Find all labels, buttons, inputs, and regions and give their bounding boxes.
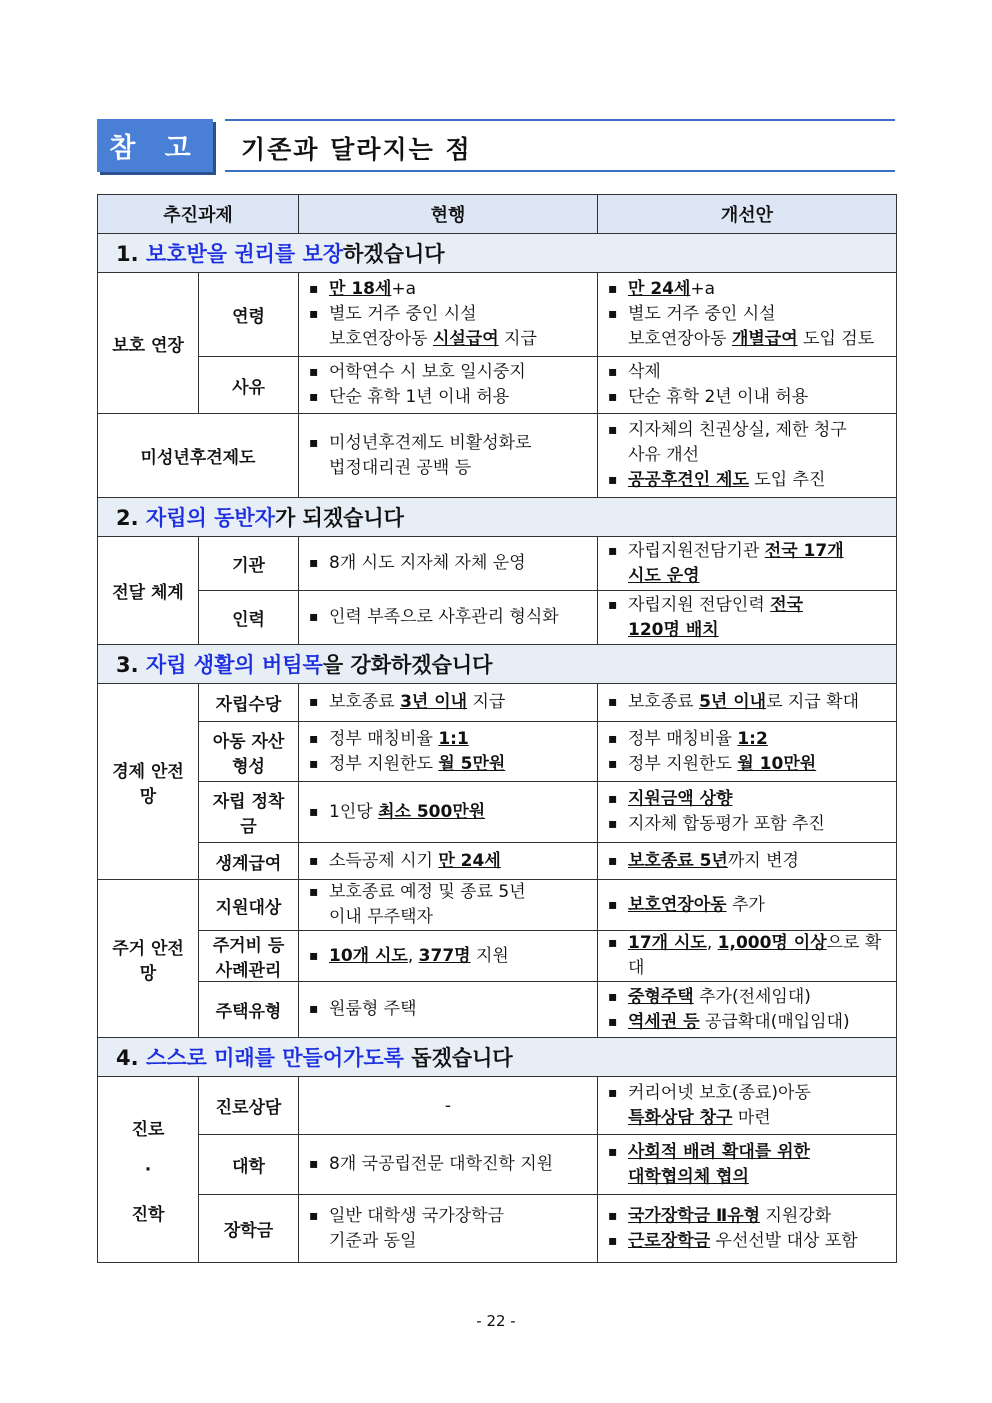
text: 이내 무주택자 xyxy=(329,907,433,927)
table-row xyxy=(98,880,897,931)
current-cell xyxy=(299,684,598,722)
emphasis: 근로장학금 xyxy=(628,1230,711,1251)
text: 마련 xyxy=(732,1107,771,1128)
text: 보호종료 예정 및 종료 5년 xyxy=(329,882,526,902)
current-cell xyxy=(299,273,598,357)
text: 별도 거주 중인 시설 xyxy=(628,304,776,324)
page-title: 기존과 달라지는 점 xyxy=(241,135,472,164)
text: +a xyxy=(690,279,716,299)
improved-cell xyxy=(598,591,897,645)
emphasis: 1:1 xyxy=(438,728,469,749)
text: 커리어넷 보호(종료)아동 xyxy=(628,1082,811,1103)
improved-cell xyxy=(598,1077,897,1135)
section-highlight: 보호받을 권리를 보장 xyxy=(145,242,344,266)
current-cell xyxy=(299,591,598,645)
table-row xyxy=(98,591,897,645)
emphasis: 시도 운영 xyxy=(628,565,700,586)
section-rest: 하겠습니다 xyxy=(343,242,445,266)
text: 일반 대학생 국가장학금 xyxy=(329,1205,505,1226)
emphasis: 377명 xyxy=(418,945,471,966)
emphasis: 1:2 xyxy=(737,728,768,749)
title-frame xyxy=(225,119,895,172)
group-text: 보호 연장 xyxy=(112,335,184,356)
improved-cell xyxy=(598,843,897,880)
header-current: 현행 xyxy=(299,195,598,234)
text: 공급확대(매입임대) xyxy=(699,1011,850,1032)
text: 으로 확대 xyxy=(628,933,882,978)
text: 추가(전세임대) xyxy=(693,986,811,1007)
current-cell xyxy=(299,414,598,498)
section-1-row xyxy=(98,234,897,273)
emphasis: 국가장학금 Ⅱ유형 xyxy=(628,1205,761,1226)
list-item xyxy=(305,752,591,777)
group-label xyxy=(98,273,199,414)
emphasis: 시설급여 xyxy=(432,329,499,349)
table-row xyxy=(98,1077,897,1135)
improved-cell xyxy=(598,1135,897,1195)
list-item xyxy=(604,302,890,352)
current-cell xyxy=(299,782,598,843)
text: 진로 xyxy=(131,1119,165,1140)
text: 자립지원전담기관 xyxy=(628,540,765,561)
section-4-row xyxy=(98,1038,897,1077)
item-label: 진로상담 xyxy=(199,1077,299,1135)
section-1-title xyxy=(98,234,897,273)
text: 1인당 xyxy=(329,801,379,822)
list-item xyxy=(305,690,591,715)
list-item xyxy=(305,431,591,481)
text: 미성년후견제도 비활성화로 xyxy=(329,432,532,453)
item-label: 아동 자산형성 xyxy=(199,722,299,782)
item-label: 연령 xyxy=(199,273,299,357)
list-item xyxy=(604,593,890,643)
section-number: 3. xyxy=(116,653,139,677)
text: 별도 거주 중인 시설 xyxy=(329,304,477,324)
list-item xyxy=(604,931,890,981)
current-cell xyxy=(299,982,598,1038)
table-row xyxy=(98,982,897,1038)
table-header-row xyxy=(98,195,897,234)
text: 사유 개선 xyxy=(628,445,700,465)
text: 지원 xyxy=(470,945,509,966)
table-row xyxy=(98,1135,897,1195)
current-cell xyxy=(299,843,598,880)
table-row xyxy=(98,537,897,591)
item-label: 인력 xyxy=(199,591,299,645)
emphasis: 120명 배치 xyxy=(628,619,719,640)
list-item: ▪ 8개 국공립전문 대학진학 지원 xyxy=(305,1152,591,1177)
text: 지급 xyxy=(498,329,537,349)
item-label: 기관 xyxy=(199,537,299,591)
list-item xyxy=(604,1140,890,1190)
header-improved: 개선안 xyxy=(598,195,897,234)
page-number: - 22 - xyxy=(476,1312,516,1330)
improved-cell xyxy=(598,1195,897,1263)
section-rest: 을 강화하겠습니다 xyxy=(322,653,493,677)
emphasis: 전국 xyxy=(770,594,804,615)
current-cell xyxy=(299,1135,598,1195)
text: 까지 변경 xyxy=(727,850,799,871)
text: 정부 매칭비율 xyxy=(329,728,439,749)
list-item: ▪ 8개 시도 지자체 자체 운영 xyxy=(305,551,591,576)
item-label: 자립 정착금 xyxy=(199,782,299,843)
section-2-title xyxy=(98,498,897,537)
table-row xyxy=(98,414,897,498)
emphasis: 지원금액 상향 xyxy=(628,789,733,809)
improved-cell xyxy=(598,537,897,591)
list-item xyxy=(604,690,890,715)
emphasis: 공공후견인 제도 xyxy=(628,470,749,490)
list-item xyxy=(305,1204,591,1254)
improved-cell xyxy=(598,931,897,982)
item-label: 지원대상 xyxy=(199,880,299,931)
item-label: 대학 xyxy=(199,1135,299,1195)
text: 보호연장아동 xyxy=(628,329,732,349)
text: 지자체의 친권상실, 제한 청구 xyxy=(628,420,847,440)
item-label: 생계급여 xyxy=(199,843,299,880)
text: 우선선발 대상 포함 xyxy=(710,1230,858,1251)
current-cell xyxy=(299,537,598,591)
item-label: 주택유형 xyxy=(199,982,299,1038)
list-item xyxy=(305,800,591,825)
text: , xyxy=(706,933,718,953)
table-row xyxy=(98,722,897,782)
group-label: 경제 안전망 xyxy=(98,684,199,880)
title-badge: 참 고 xyxy=(97,119,213,172)
improved-cell xyxy=(598,722,897,782)
section-number: 1. xyxy=(116,242,139,266)
text: 보호종료 xyxy=(628,692,700,712)
table-row xyxy=(98,782,897,843)
current-cell xyxy=(299,357,598,414)
text: 보호연장아동 xyxy=(329,329,433,349)
text: +a xyxy=(391,279,417,299)
text: 로 지급 확대 xyxy=(766,692,860,712)
emphasis: 대학협의체 협의 xyxy=(628,1166,749,1187)
emphasis: 17개 시도 xyxy=(628,933,707,953)
text: 정부 매칭비율 xyxy=(628,728,738,749)
table-row xyxy=(98,273,897,357)
list-item xyxy=(604,1204,890,1229)
text: 보호종료 xyxy=(329,692,401,712)
text: 정부 지원한도 xyxy=(628,753,738,774)
section-highlight: 자립의 동반자 xyxy=(145,506,275,530)
item-label: 사유 xyxy=(199,357,299,414)
emphasis: 사회적 배려 확대를 위한 xyxy=(628,1141,810,1162)
emphasis: 최소 500만원 xyxy=(378,801,486,822)
text: 법정대리권 공백 등 xyxy=(329,457,472,478)
list-item xyxy=(604,418,890,468)
text: 도입 검토 xyxy=(797,329,875,349)
list-item xyxy=(604,539,890,589)
table-row xyxy=(98,843,897,880)
emphasis: 보호종료 5년 xyxy=(628,850,728,871)
list-item xyxy=(305,277,591,302)
list-item: ▪ 단순 휴학 1년 이내 허용 xyxy=(305,385,591,410)
group-label xyxy=(98,1077,199,1263)
current-cell xyxy=(299,931,598,982)
section-number: 4. xyxy=(116,1046,139,1070)
list-item xyxy=(604,727,890,752)
emphasis: 월 5만원 xyxy=(438,753,506,774)
improved-cell xyxy=(598,782,897,843)
improved-cell xyxy=(598,982,897,1038)
section-2-row xyxy=(98,498,897,537)
current-cell xyxy=(299,1195,598,1263)
emphasis: 만 24세 xyxy=(438,850,501,871)
title-bar xyxy=(97,119,895,172)
emphasis: 1,000명 이상 xyxy=(717,933,827,953)
text: 도입 추진 xyxy=(748,470,826,490)
list-item xyxy=(604,277,890,302)
improved-cell xyxy=(598,357,897,414)
emphasis: 개별급여 xyxy=(731,329,798,349)
list-item xyxy=(305,880,591,930)
list-item xyxy=(604,468,890,493)
emphasis: 월 10만원 xyxy=(737,753,817,774)
list-item xyxy=(604,893,890,918)
section-3-row xyxy=(98,645,897,684)
item-label: 주거비 등 사례관리 xyxy=(199,931,299,982)
table-row xyxy=(98,357,897,414)
list-item: ▪ 단순 휴학 2년 이내 허용 xyxy=(604,385,890,410)
group-label: 주거 안전망 xyxy=(98,880,199,1038)
improved-cell xyxy=(598,414,897,498)
emphasis: 10개 시도 xyxy=(329,945,408,966)
comparison-table xyxy=(97,194,897,1263)
table-row xyxy=(98,684,897,722)
section-highlight: 자립 생활의 버팀목 xyxy=(145,653,323,677)
item-label: 자립수당 xyxy=(199,684,299,722)
list-item xyxy=(604,1010,890,1035)
emphasis: 보호연장아동 xyxy=(628,894,727,915)
current-cell xyxy=(299,880,598,931)
list-item xyxy=(305,302,591,352)
improved-cell xyxy=(598,880,897,931)
emphasis: 중형주택 xyxy=(628,986,694,1007)
list-item: ▪ 인력 부족으로 사후관리 형식화 xyxy=(305,605,591,630)
improved-cell xyxy=(598,273,897,357)
current-cell: - xyxy=(299,1077,598,1135)
section-3-title xyxy=(98,645,897,684)
list-item: ▪ 삭제 xyxy=(604,360,890,385)
text: 정부 지원한도 xyxy=(329,753,439,774)
list-item xyxy=(604,1081,890,1131)
current-cell xyxy=(299,722,598,782)
list-item xyxy=(604,985,890,1010)
emphasis: 역세권 등 xyxy=(628,1011,700,1032)
text: 추가 xyxy=(726,894,765,915)
table-row xyxy=(98,1195,897,1263)
emphasis: 5년 이내 xyxy=(699,692,767,712)
group-label: 전달 체계 xyxy=(98,537,199,645)
section-number: 2. xyxy=(116,506,139,530)
list-item xyxy=(305,849,591,874)
list-item xyxy=(604,787,890,812)
text: 지원강화 xyxy=(760,1205,832,1226)
list-item xyxy=(305,727,591,752)
emphasis: 만 24세 xyxy=(628,279,691,299)
list-item: ▪ 원룸형 주택 xyxy=(305,997,591,1022)
text: 진학 xyxy=(131,1204,165,1225)
text: 자립지원 전담인력 xyxy=(628,594,771,615)
item-label: 장학금 xyxy=(199,1195,299,1263)
list-item: ▪ 어학연수 시 보호 일시중지 xyxy=(305,360,591,385)
list-item xyxy=(305,944,591,969)
text: , xyxy=(407,945,419,966)
section-rest: 가 되겠습니다 xyxy=(274,506,404,530)
text: 기준과 동일 xyxy=(329,1230,417,1251)
emphasis: 특화상담 창구 xyxy=(628,1107,733,1128)
emphasis: 만 18세 xyxy=(329,279,392,299)
improved-cell xyxy=(598,684,897,722)
text: 소득공제 시기 xyxy=(329,850,439,871)
list-item: ▪ 지자체 합동평가 포함 추진 xyxy=(604,812,890,837)
text: 지급 xyxy=(467,692,506,712)
emphasis: 3년 이내 xyxy=(400,692,468,712)
section-highlight: 스스로 미래를 만들어가도록 xyxy=(145,1046,404,1070)
table-row xyxy=(98,931,897,982)
text: · xyxy=(144,1159,152,1180)
list-item xyxy=(604,1229,890,1254)
emphasis: 전국 17개 xyxy=(764,540,844,561)
item-label: 미성년후견제도 xyxy=(98,414,299,498)
list-item xyxy=(604,752,890,777)
list-item xyxy=(604,849,890,874)
section-4-title xyxy=(98,1038,897,1077)
header-task: 추진과제 xyxy=(98,195,299,234)
section-rest: 돕겠습니다 xyxy=(403,1046,513,1070)
